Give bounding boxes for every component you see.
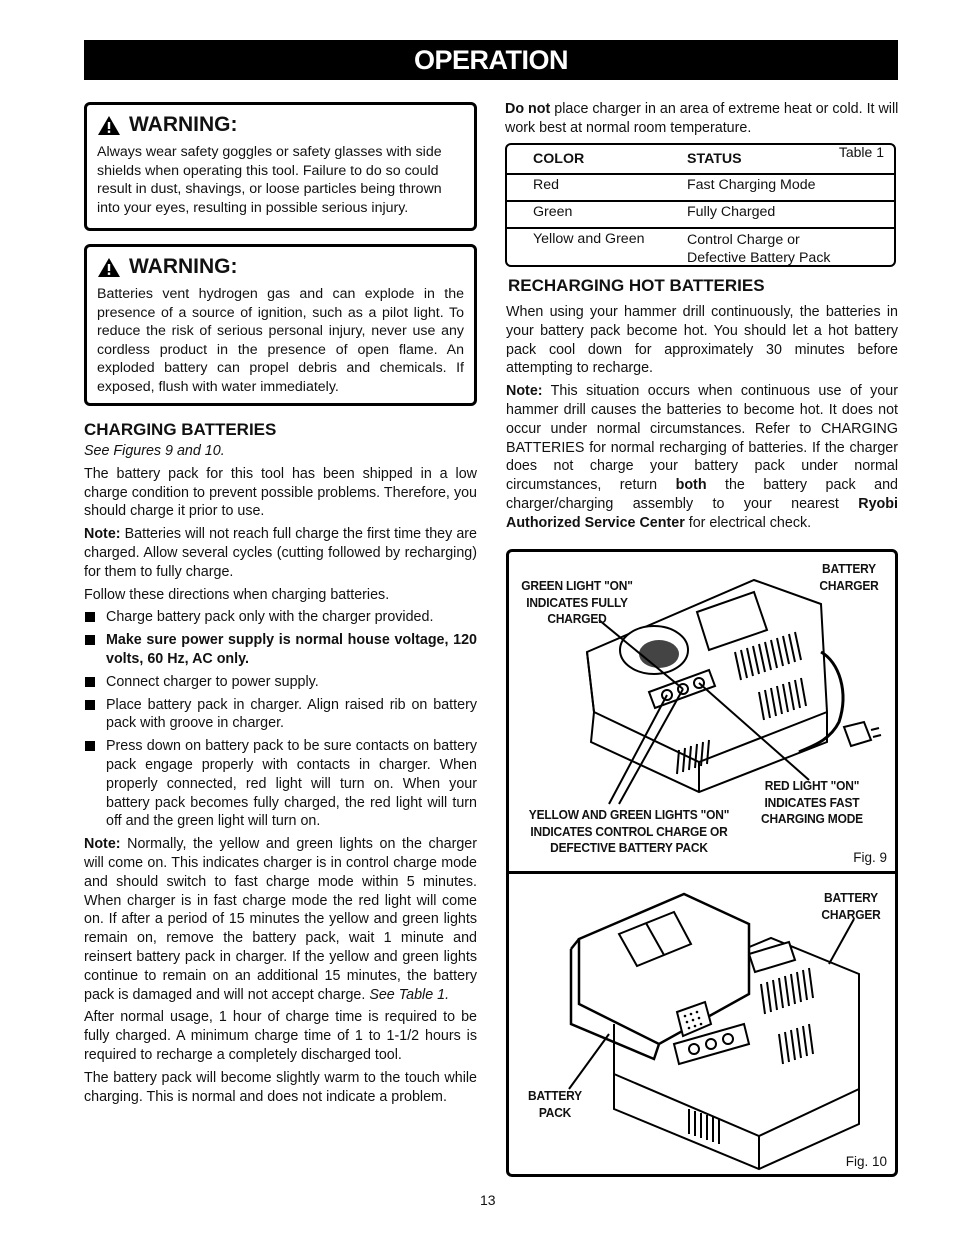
list-item (84, 631, 477, 669)
note-text: for electrical check. (684, 514, 812, 531)
warning-text: Batteries vent hydrogen gas and can explode in the presence of a source of ignition, such as a pilot light. To reduce the risk of serious personal injury, never use any cordless product in the presence of open flame. An exploded battery can propel debris and chemicals. If exposed, flush with water immediately. (97, 286, 464, 395)
service-center-name: Ryobi Authorized Service Center (506, 495, 898, 531)
note-text: the battery pack and charger/charging assembly to your nearest (506, 477, 898, 512)
status-line: Defective Battery Pack (687, 250, 831, 266)
page-title: OPERATION (84, 40, 898, 80)
table-cell-status: Fully Charged (687, 204, 776, 220)
list-item-text: Charge battery pack only with the charger provided. (106, 609, 434, 626)
table-cell-status (687, 231, 831, 267)
figure-10-panel (506, 871, 898, 1177)
note-text: Normally, the yellow and green lights on the charger will come on. This indicates charger is in control charge mode and should switch to fast charge mode within 5 minutes. When charger is in fast charge mode the red light will come on. If after a period of 15 minutes the yellow and green lights remain on, remove the battery pack, wait 1 minute and reinsert battery pack in charger. If the yellow and green lights continue to remain on an additional 15 minutes, the battery pack is damaged and will not accept charge. (84, 836, 477, 1003)
paragraph: After normal usage, 1 hour of charge time is required to be fully charged. A minimum charge time of 1 to 1-1/2 hours is required to recharge a completely discharged tool. (84, 1009, 477, 1063)
section-heading-hot-batteries: RECHARGING HOT BATTERIES (508, 276, 765, 295)
table-reference: See Table 1. (365, 986, 450, 1003)
figure-9-panel (506, 549, 898, 874)
table-row (507, 173, 894, 202)
battery-pack-label: BATTERY PACK (528, 1088, 582, 1120)
do-not-text: place charger in an area of extreme heat or cold. It will work best at normal room temperature. (505, 101, 899, 136)
column-header-color: COLOR (533, 151, 585, 167)
paragraph: When using your hammer drill continuously, the batteries in your battery pack become hot. You should let a hot battery pack cool down for approximately 30 minutes before attempting to recharge. (506, 304, 898, 377)
green-light-label: GREEN LIGHT "ON" INDICATES FULLY CHARGED (521, 578, 633, 626)
note-paragraph (84, 525, 477, 581)
warning-triangle-icon (97, 115, 121, 136)
list-item-text: Place battery pack in charger. Align raised rib on battery pack with groove in charger. (106, 696, 477, 732)
status-table (505, 143, 896, 267)
bullet-square-icon (85, 635, 95, 645)
figure-caption: Fig. 10 (845, 1154, 887, 1169)
hot-batteries-column (506, 303, 898, 537)
note-paragraph (84, 835, 477, 1004)
note-text: This situation occurs when continuous use of your hammer drill causes the batteries to become hot. It does not occur under normal circumstances. Refer to CHARGING BATTERIES for normal recharging of batteries. If the charger does not charge your battery pack under normal circumstances, return (506, 383, 898, 494)
battery-charger-label: BATTERY CHARGER (819, 561, 879, 593)
charging-column (84, 442, 477, 1110)
do-not-label: Do not (505, 101, 551, 117)
bullet-square-icon (85, 677, 95, 687)
warning-heading (97, 113, 474, 137)
note-text: Batteries will not reach full charge the first time they are charged. Allow several cycles (cutting followed by recharging) for them to fully charge. (84, 526, 477, 580)
warning-heading (97, 255, 474, 279)
list-item (84, 696, 477, 734)
list-item-text: Connect charger to power supply. (106, 673, 319, 690)
figure-caption: Fig. 9 (853, 850, 887, 865)
bullet-square-icon (85, 612, 95, 622)
table-cell-color: Green (533, 204, 573, 220)
list-item-text: Make sure power supply is normal house voltage, 120 volts, 60 Hz, AC only. (106, 632, 477, 667)
page-number: 13 (480, 1192, 496, 1208)
bullet-square-icon (85, 700, 95, 710)
charger-location-note (505, 100, 900, 138)
note-paragraph (506, 382, 898, 532)
list-item (84, 673, 477, 692)
warning-box-hydrogen (84, 244, 477, 406)
note-label: Note: (506, 383, 543, 400)
warning-text: Always wear safety goggles or safety glasses with side shields when operating this tool. Failure to do so could result in dust, shavings, or loose particles being thrown into your eyes, resulting in possible serious injury. (97, 144, 442, 216)
paragraph: The battery pack will become slightly warm to the touch while charging. This is normal and does not indicate a problem. (84, 1069, 477, 1105)
table-row (507, 200, 894, 229)
note-label: Note: (84, 526, 121, 543)
warning-box-goggles (84, 102, 477, 231)
warning-title: WARNING: (129, 255, 238, 278)
table-header-row (507, 145, 894, 175)
paragraph: The battery pack for this tool has been shipped in a low charge condition to prevent possible problems. Therefore, you should charge it prior to use. (84, 465, 477, 520)
battery-charger-label: BATTERY CHARGER (821, 890, 881, 922)
table-caption: Table 1 (838, 144, 884, 160)
column-header-status: STATUS (687, 151, 742, 167)
emphasis-both: both (675, 477, 707, 494)
list-item (84, 608, 477, 627)
figures-reference: See Figures 9 and 10. (84, 443, 225, 459)
table-cell-color: Red (533, 177, 560, 193)
warning-triangle-icon (97, 257, 121, 278)
list-item-text: Press down on battery pack to be sure contacts on battery pack engage properly with contacts in charger. When properly connected, red light will turn on. When your battery pack becomes fully charged, the red light will turn off and the green light will turn on. (106, 738, 477, 830)
warning-title: WARNING: (129, 113, 238, 136)
status-line: Control Charge or (687, 232, 800, 248)
paragraph: Follow these directions when charging batteries. (84, 586, 390, 603)
table-cell-color: Yellow and Green (533, 231, 645, 247)
red-light-label: RED LIGHT "ON" INDICATES FAST CHARGING MODE (761, 778, 863, 826)
note-label: Note: (84, 836, 121, 853)
yellow-green-lights-label: YELLOW AND GREEN LIGHTS "ON" INDICATES CONTROL CHARGE OR DEFECTIVE BATTERY PACK (528, 807, 730, 855)
table-cell-status: Fast Charging Mode (687, 177, 816, 193)
section-heading-charging: CHARGING BATTERIES (84, 420, 277, 439)
table-row (507, 227, 894, 265)
bullet-square-icon (85, 741, 95, 751)
list-item (84, 737, 477, 831)
